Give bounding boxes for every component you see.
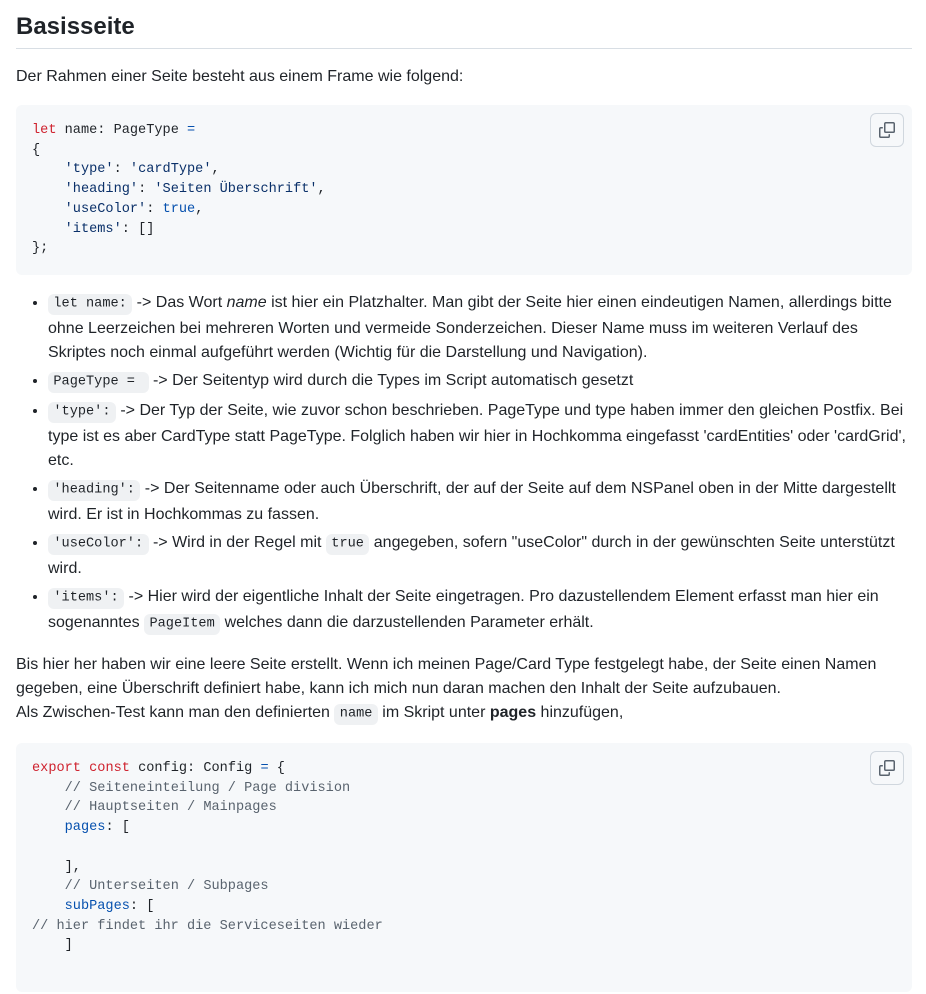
code-block-page-frame [16, 105, 912, 275]
code-keyword: let [32, 123, 57, 138]
property-list [16, 291, 912, 637]
summary-paragraph [16, 653, 912, 727]
list-item [48, 531, 912, 581]
list-text: -> Der Typ der Seite, wie zuvor schon beschrieben. PageType und type haben immer den gleichen Postfix. Bei type ist es aber CardType statt PageType. Folglich haben wir hier in Hochkomma eingefasst 'cardEntities' oder 'cardGrid', etc. [48, 402, 906, 469]
code-comment: // Unterseiten / Subpages [64, 879, 269, 895]
bold-text: pages [489, 704, 537, 721]
list-item [48, 477, 912, 527]
inline-code: 'useColor': [48, 534, 149, 554]
code-string: 'type' [64, 162, 114, 178]
code-text: : [] [121, 221, 155, 237]
page-title: Basisseite [16, 10, 912, 49]
code-keyword: const [89, 761, 130, 776]
list-item [48, 399, 912, 473]
code-page-frame [32, 121, 896, 259]
inline-code: PageType = [48, 372, 149, 392]
code-text: config: Config [129, 761, 261, 776]
list-text: ist hier ein Platzhalter. Man gibt der Seite hier einen eindeutigen Namen, allerdings bitte ohne Leerzeichen bei mehreren Worten und vermeide Sonderzeichen. Dieser Name muss im weiteren Verlauf des Skriptes noch einmal aufgeführt werden (Wichtig für die Darstellung und Navigation). [48, 294, 892, 361]
code-property: subPages [64, 898, 130, 914]
code-indent [32, 162, 65, 177]
inline-code: 'heading': [48, 480, 140, 500]
list-item [48, 585, 912, 637]
code-indent [32, 202, 65, 217]
summary-text: im Skript unter [377, 704, 490, 721]
copy-button[interactable] [870, 751, 904, 785]
code-text: : [138, 182, 155, 198]
code-text: : [113, 162, 130, 178]
code-keyword: export [32, 761, 81, 776]
code-comment: // hier findet ihr die Serviceseiten wieder [32, 918, 383, 934]
code-block-config [16, 743, 912, 992]
code-string: 'useColor' [64, 201, 147, 217]
summary-text: Als Zwischen-Test kann man den definierten [16, 704, 335, 721]
code-text: , [211, 162, 220, 178]
intro-text: Der Rahmen einer Seite besteht aus einem Frame wie folgend: [16, 68, 464, 85]
code-string: 'cardType' [129, 162, 212, 178]
code-text: , [317, 182, 326, 198]
emphasis-text: name [226, 294, 267, 311]
summary-text: Bis hier her haben wir eine leere Seite erstellt. Wenn ich meinen Page/Card Type festgelegt habe, der Seite einen Namen gegeben, eine Überschrift definiert habe, kann ich mich nun daran machen den Inhalt der Seite aufzubauen. [16, 656, 877, 697]
code-text: : [ [105, 820, 130, 836]
inline-code: name [334, 704, 377, 724]
summary-text: hinzufügen, [536, 704, 624, 721]
inline-code: 'type': [48, 402, 116, 422]
code-string: 'heading' [64, 182, 139, 198]
code-text: ], [64, 859, 81, 875]
inline-code: PageItem [144, 614, 220, 634]
code-comment: // Seiteneinteilung / Page division [64, 780, 351, 796]
list-text: -> Hier wird der eigentliche Inhalt der Seite eingetragen. Pro dazustellendem Element erfasst man hier ein sogenanntes [48, 588, 879, 631]
list-text: -> Wird in der Regel mit [148, 534, 326, 551]
code-text: { [32, 142, 41, 158]
code-property: pages [64, 820, 106, 836]
inline-code: true [326, 534, 369, 554]
list-item [48, 291, 912, 365]
list-text: welches dann die darzustellenden Parameter erhält. [220, 614, 594, 631]
list-item [48, 369, 912, 395]
code-indent [32, 182, 65, 197]
list-text: -> Das Wort [132, 294, 227, 311]
code-text: name: PageType [56, 123, 188, 138]
code-text: : [ [129, 898, 155, 914]
list-text: angegeben, sofern "useColor" durch in der gewünschten Seite unterstützt wird. [48, 534, 895, 577]
code-string: 'Seiten Überschrift' [154, 182, 318, 198]
code-boolean: true [162, 201, 196, 217]
code-text: : [146, 201, 163, 217]
inline-code: 'items': [48, 588, 124, 608]
code-text: ] [64, 938, 73, 954]
copy-icon [879, 760, 895, 776]
code-indent [32, 222, 65, 237]
code-operator: = [260, 761, 269, 776]
code-text: , [195, 201, 204, 217]
copy-button[interactable] [870, 113, 904, 147]
code-operator: = [187, 123, 196, 138]
code-config [32, 759, 896, 956]
list-text: -> Der Seitentyp wird durch die Types im Script automatisch gesetzt [148, 372, 634, 389]
code-string: 'items' [64, 221, 122, 237]
inline-code: let name: [48, 294, 132, 314]
list-text: -> Der Seitenname oder auch Überschrift, der auf der Seite auf dem NSPanel oben in der Mitte dargestellt wird. Er ist in Hochkommas zu fassen. [48, 480, 896, 523]
copy-icon [879, 122, 895, 138]
code-text: { [268, 761, 285, 776]
code-comment: // Hauptseiten / Mainpages [64, 800, 277, 816]
code-text: }; [32, 241, 49, 257]
